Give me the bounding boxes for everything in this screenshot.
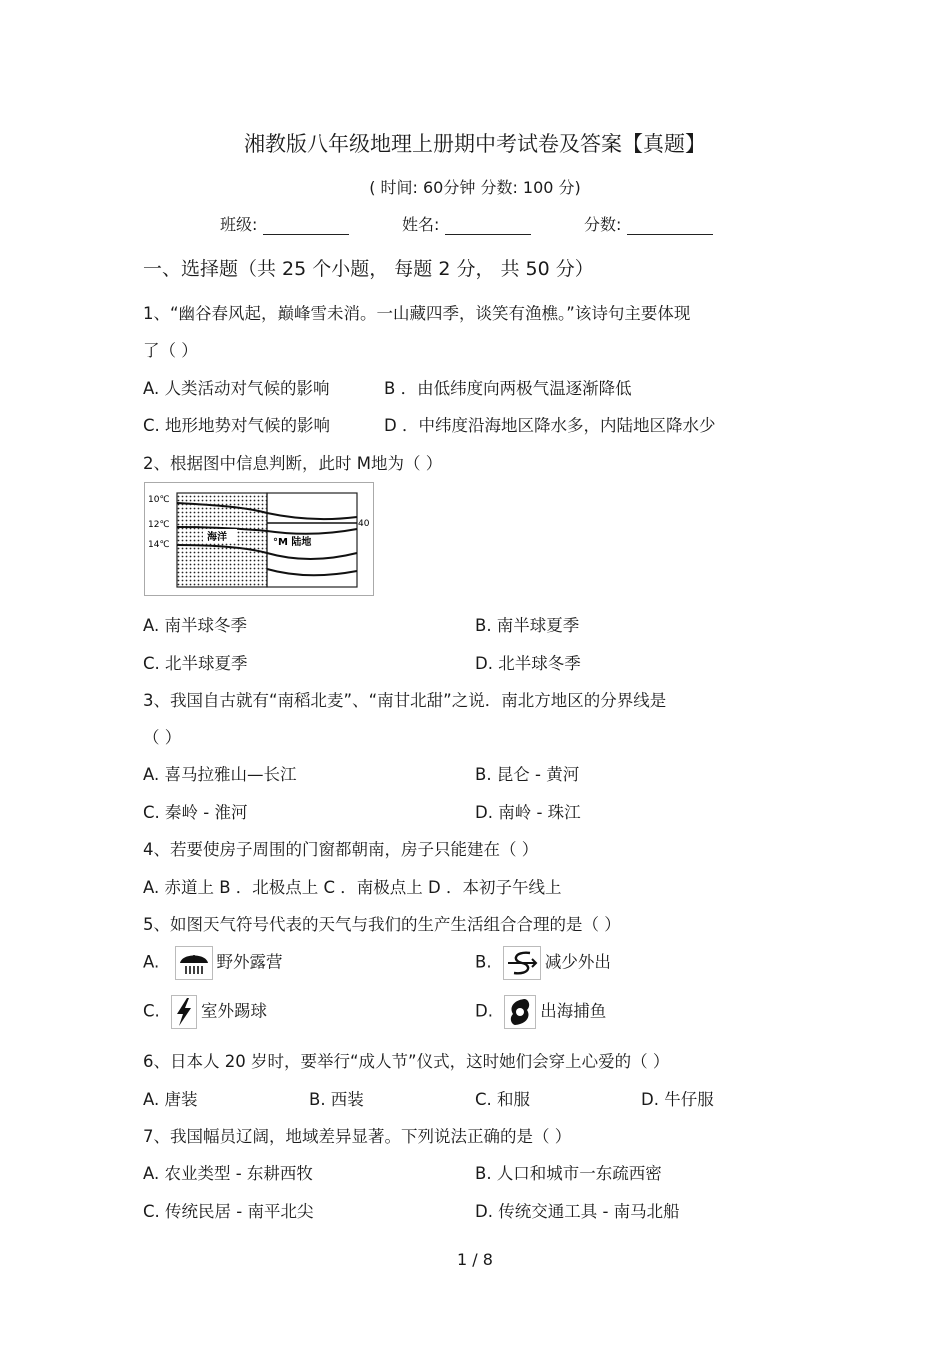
q7-option-c: C. 传统民居 - 南平北尖 <box>143 1202 314 1221</box>
score-blank[interactable] <box>627 216 713 235</box>
q3-option-c: C. 秦岭 - 淮河 <box>143 803 248 822</box>
q1-stem-line2: 了（ ） <box>143 341 198 360</box>
q3-stem-line1: 3、我国自古就有“南稻北麦”、“南甘北甜”之说．南北方地区的分界线是 <box>143 691 667 710</box>
q6-option-c: C. 和服 <box>475 1090 531 1109</box>
label-14c: 14℃ <box>148 540 170 550</box>
q5-b-text: 减少外出 <box>544 952 611 972</box>
q5-option-d <box>475 995 606 1029</box>
class-blank[interactable] <box>263 216 349 235</box>
page-number: 1 / 8 <box>457 1250 493 1269</box>
typhoon-icon <box>504 995 536 1029</box>
q7-option-b: B. 人口和城市一东疏西密 <box>475 1164 662 1183</box>
q2-option-b: B. 南半球夏季 <box>475 616 580 635</box>
class-field <box>220 212 349 235</box>
q3-option-d: D. 南岭 - 珠江 <box>475 803 581 822</box>
q5-d-letter: D. <box>475 1001 493 1021</box>
q1-option-b: B ．由低纬度向两极气温逐渐降低 <box>384 379 632 398</box>
page-title: 湘教版八年级地理上册期中考试卷及答案【真题】 <box>244 132 706 156</box>
label-10c: 10℃ <box>148 495 170 505</box>
section-heading: 一、选择题（共 25 个小题， 每题 2 分， 共 50 分） <box>143 258 594 280</box>
name-label: 姓名: <box>402 215 440 234</box>
q1-option-d: D ．中纬度沿海地区降水多，内陆地区降水少 <box>384 416 716 435</box>
q4-stem: 4、若要使房子周围的门窗都朝南，房子只能建在（ ） <box>143 840 539 859</box>
q6-option-d: D. 牛仔服 <box>641 1090 714 1109</box>
q5-option-b <box>475 946 611 980</box>
q5-a-text: 野外露营 <box>216 952 283 972</box>
q3-stem-line2: （ ） <box>143 728 182 747</box>
q2-option-d: D. 北半球冬季 <box>475 654 581 673</box>
rainstorm-icon <box>175 946 213 980</box>
q2-stem: 2、根据图中信息判断，此时 M地为（ ） <box>143 454 443 473</box>
q7-option-d: D. 传统交通工具 - 南马北船 <box>475 1202 680 1221</box>
q5-c-letter: C. <box>143 1001 160 1021</box>
name-field <box>402 212 531 235</box>
q6-stem: 6、日本人 20 岁时，要举行“成人节”仪式，这时她们会穿上心爱的（ ） <box>143 1052 670 1071</box>
q6-option-b: B. 西装 <box>309 1090 364 1109</box>
q5-d-text: 出海捕鱼 <box>540 1001 607 1021</box>
label-latitude: 40 <box>358 519 370 529</box>
label-land: °M 陆地 <box>273 537 312 548</box>
class-label: 班级: <box>220 215 258 234</box>
q2-option-a: A. 南半球冬季 <box>143 616 247 635</box>
label-sea: 海洋 <box>207 532 227 543</box>
exam-subtitle: ( 时间: 60分钟 分数: 100 分) <box>369 178 581 197</box>
isotherm-map <box>145 483 373 595</box>
q7-option-a: A. 农业类型 - 东耕西牧 <box>143 1164 313 1183</box>
q5-a-letter: A. <box>143 952 160 972</box>
q7-stem: 7、我国幅员辽阔，地域差异显著。下列说法正确的是（ ） <box>143 1127 572 1146</box>
q1-option-c: C. 地形地势对气候的影响 <box>143 416 331 435</box>
score-label: 分数: <box>584 215 622 234</box>
q5-option-a <box>143 946 283 980</box>
q1-option-a: A. 人类活动对气候的影响 <box>143 379 330 398</box>
score-field <box>584 212 713 235</box>
q5-b-letter: B. <box>475 952 492 972</box>
q1-stem-line1: 1、“幽谷春风起，巅峰雪未消。一山藏四季，谈笑有渔樵。”该诗句主要体现 <box>143 304 691 323</box>
q5-c-text: 室外踢球 <box>201 1001 268 1021</box>
q2-option-c: C. 北半球夏季 <box>143 654 248 673</box>
lightning-icon <box>171 995 197 1029</box>
q3-option-b: B. 昆仑 - 黄河 <box>475 765 580 784</box>
q6-option-a: A. 唐装 <box>143 1090 198 1109</box>
sandstorm-icon <box>503 946 541 980</box>
q5-option-c <box>143 995 267 1029</box>
isotherm-figure <box>144 482 374 596</box>
name-blank[interactable] <box>445 216 531 235</box>
q5-stem: 5、如图天气符号代表的天气与我们的生产生活组合合理的是（ ） <box>143 915 621 934</box>
label-12c: 12℃ <box>148 520 170 530</box>
q3-option-a: A. 喜马拉雅山—长江 <box>143 765 297 784</box>
q4-options: A. 赤道上 B ．北极点上 C ．南极点上 D ．本初子午线上 <box>143 878 562 897</box>
